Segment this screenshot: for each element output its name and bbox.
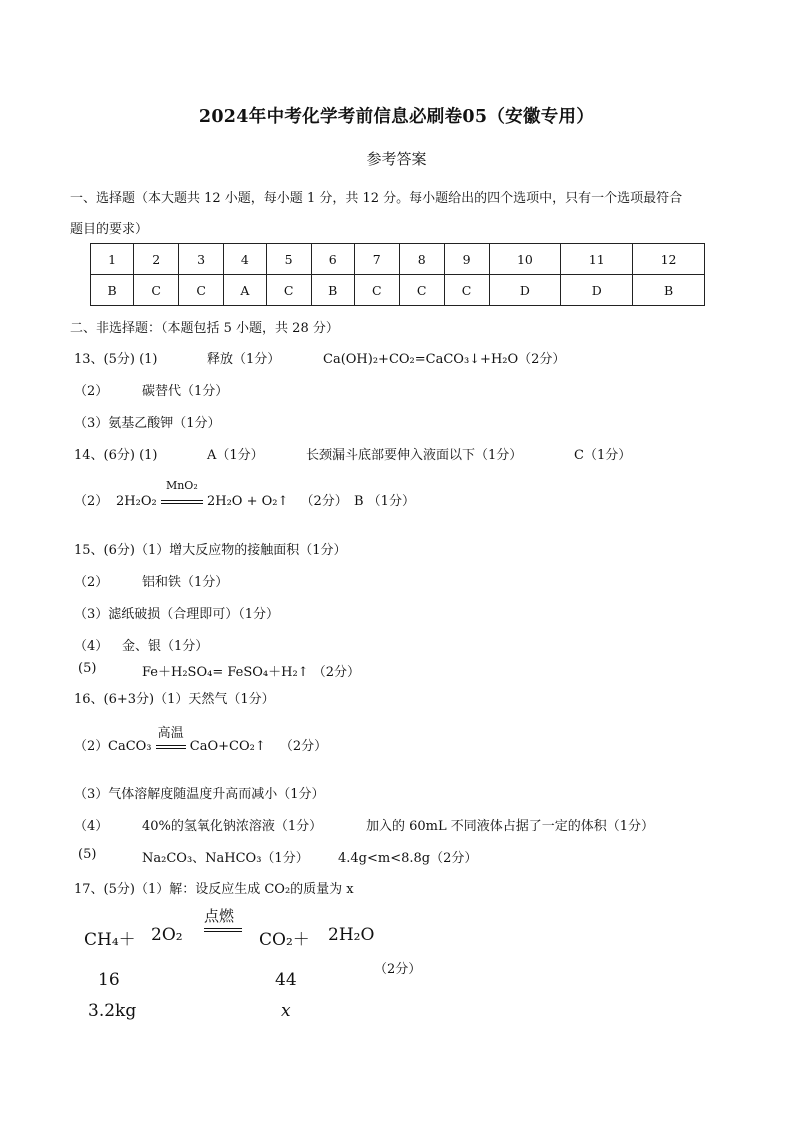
q17-mass-ch4: 16 — [98, 970, 120, 990]
section1-heading-cont: 题目的要求） — [70, 222, 149, 237]
q16-eq-arrow — [156, 726, 186, 754]
q16-eq-condition: 高温 — [157, 726, 184, 741]
q14-eq-score: （2分） — [300, 494, 348, 509]
q16-part3: （3）气体溶解度随温度升高而减小（1分） — [74, 787, 325, 802]
q15-part5-equation: Fe＋H₂SO₄= FeSO₄＋H₂↑ （2分） — [142, 665, 360, 680]
table-cell: B — [311, 275, 354, 306]
q14-eq-arrow — [161, 479, 203, 509]
q17-eq-o2: 2O₂ — [151, 925, 183, 945]
q17-score: （2分） — [374, 962, 422, 977]
table-cell: 3 — [179, 244, 224, 275]
q16-part2-label: （2） — [74, 739, 109, 754]
q16-part5-label: (5) — [78, 847, 97, 862]
answer-table-answer-row — [91, 275, 705, 306]
table-cell: 1 — [91, 244, 134, 275]
q15-part4-answer: 金、银（1分） — [122, 639, 209, 654]
q16-part4-a: 40%的氢氧化钠浓溶液（1分） — [142, 819, 323, 834]
equals-sign-icon — [156, 745, 186, 749]
table-cell: B — [91, 275, 134, 306]
table-cell: A — [224, 275, 267, 306]
q13-label: 13、(5分) (1) — [74, 352, 158, 367]
q13-equation: Ca(OH)₂+CO₂=CaCO₃↓+H₂O（2分） — [323, 352, 566, 367]
table-cell: C — [399, 275, 444, 306]
table-cell: D — [489, 275, 561, 306]
table-cell: 5 — [266, 244, 311, 275]
q15-part5-label: (5) — [78, 661, 97, 676]
q17-mass-co2: 44 — [275, 970, 297, 990]
answer-table-number-row — [91, 244, 705, 275]
section1-heading: 一、选择题（本大题共 12 小题，每小题 1 分，共 12 分。每小题给出的四个选项中，只有一个选项最符合 — [70, 191, 683, 206]
q16-eq-products: CaO+CO₂↑ — [189, 739, 266, 754]
q16-line1: 16、(6+3分)（1）天然气（1分） — [74, 692, 275, 707]
q15-part3: （3）滤纸破损（合理即可）（1分） — [74, 607, 280, 622]
equals-sign-icon — [161, 500, 203, 504]
q17-eq-condition: 点燃 — [204, 907, 235, 925]
table-cell: 6 — [311, 244, 354, 275]
equals-sign-icon — [204, 928, 242, 932]
q16-part5-b: 4.4g<m<8.8g（2分） — [338, 851, 478, 866]
q14-equation — [116, 479, 348, 509]
q15-line1: 15、(6分)（1）增大反应物的接触面积（1分） — [74, 543, 347, 558]
q14-label: 14、(6分) (1) — [74, 448, 158, 463]
table-cell: C — [134, 275, 179, 306]
table-cell: C — [354, 275, 399, 306]
q14-part2-b: B （1分） — [354, 494, 415, 509]
table-cell: 2 — [134, 244, 179, 275]
q17-eq-ch4: CH₄＋ — [84, 930, 136, 950]
q14-eq-condition: MnO₂ — [165, 479, 198, 492]
document-title: 2024年中考化学考前信息必刷卷05（安徽专用） — [198, 107, 595, 127]
table-cell: 4 — [224, 244, 267, 275]
q15-part2-answer: 铝和铁（1分） — [142, 575, 229, 590]
section2-heading: 二、非选择题：（本题包括 5 小题，共 28 分） — [70, 321, 339, 336]
table-cell: 7 — [354, 244, 399, 275]
q14-part2-label: （2） — [74, 494, 109, 509]
q13-part2-answer: 碳替代（1分） — [142, 384, 229, 399]
q14-answer-1: A（1分） — [207, 448, 264, 463]
q17-value-x: x — [281, 1001, 291, 1021]
q15-part4-label: （4） — [74, 639, 109, 654]
answer-table — [90, 243, 705, 306]
table-cell: D — [561, 275, 633, 306]
table-cell: C — [444, 275, 489, 306]
table-cell: 12 — [633, 244, 705, 275]
q14-answer-3: C（1分） — [574, 448, 632, 463]
table-cell: B — [633, 275, 705, 306]
q16-eq-score: （2分） — [279, 739, 328, 754]
q14-eq-products: 2H₂O + O₂↑ — [206, 494, 289, 509]
table-cell: 11 — [561, 244, 633, 275]
table-cell: C — [266, 275, 311, 306]
q17-line1: 17、(5分)（1）解：设反应生成 CO₂的质量为 x — [74, 882, 354, 897]
q16-part4-label: （4） — [74, 819, 109, 834]
document-subtitle: 参考答案 — [366, 150, 427, 168]
q16-part5-a: Na₂CO₃、NaHCO₃（1分） — [142, 851, 309, 866]
q14-answer-2: 长颈漏斗底部要伸入液面以下（1分） — [306, 448, 523, 463]
q16-eq-reactant: CaCO₃ — [108, 739, 152, 754]
q17-value-ch4: 3.2kg — [88, 1001, 137, 1021]
q17-eq-co2: CO₂＋ — [259, 930, 310, 950]
q15-part2-label: （2） — [74, 575, 109, 590]
q16-equation — [108, 726, 328, 754]
q13-answer-1: 释放（1分） — [207, 352, 281, 367]
table-cell: 9 — [444, 244, 489, 275]
table-cell: C — [179, 275, 224, 306]
table-cell: 10 — [489, 244, 561, 275]
q17-eq-h2o: 2H₂O — [328, 925, 375, 945]
q14-eq-reactant: 2H₂O₂ — [116, 494, 157, 509]
q16-part4-b: 加入的 60mL 不同液体占据了一定的体积（1分） — [366, 819, 655, 834]
q13-part3: （3）氨基乙酸钾（1分） — [74, 416, 221, 431]
q13-part2-label: （2） — [74, 384, 109, 399]
table-cell: 8 — [399, 244, 444, 275]
